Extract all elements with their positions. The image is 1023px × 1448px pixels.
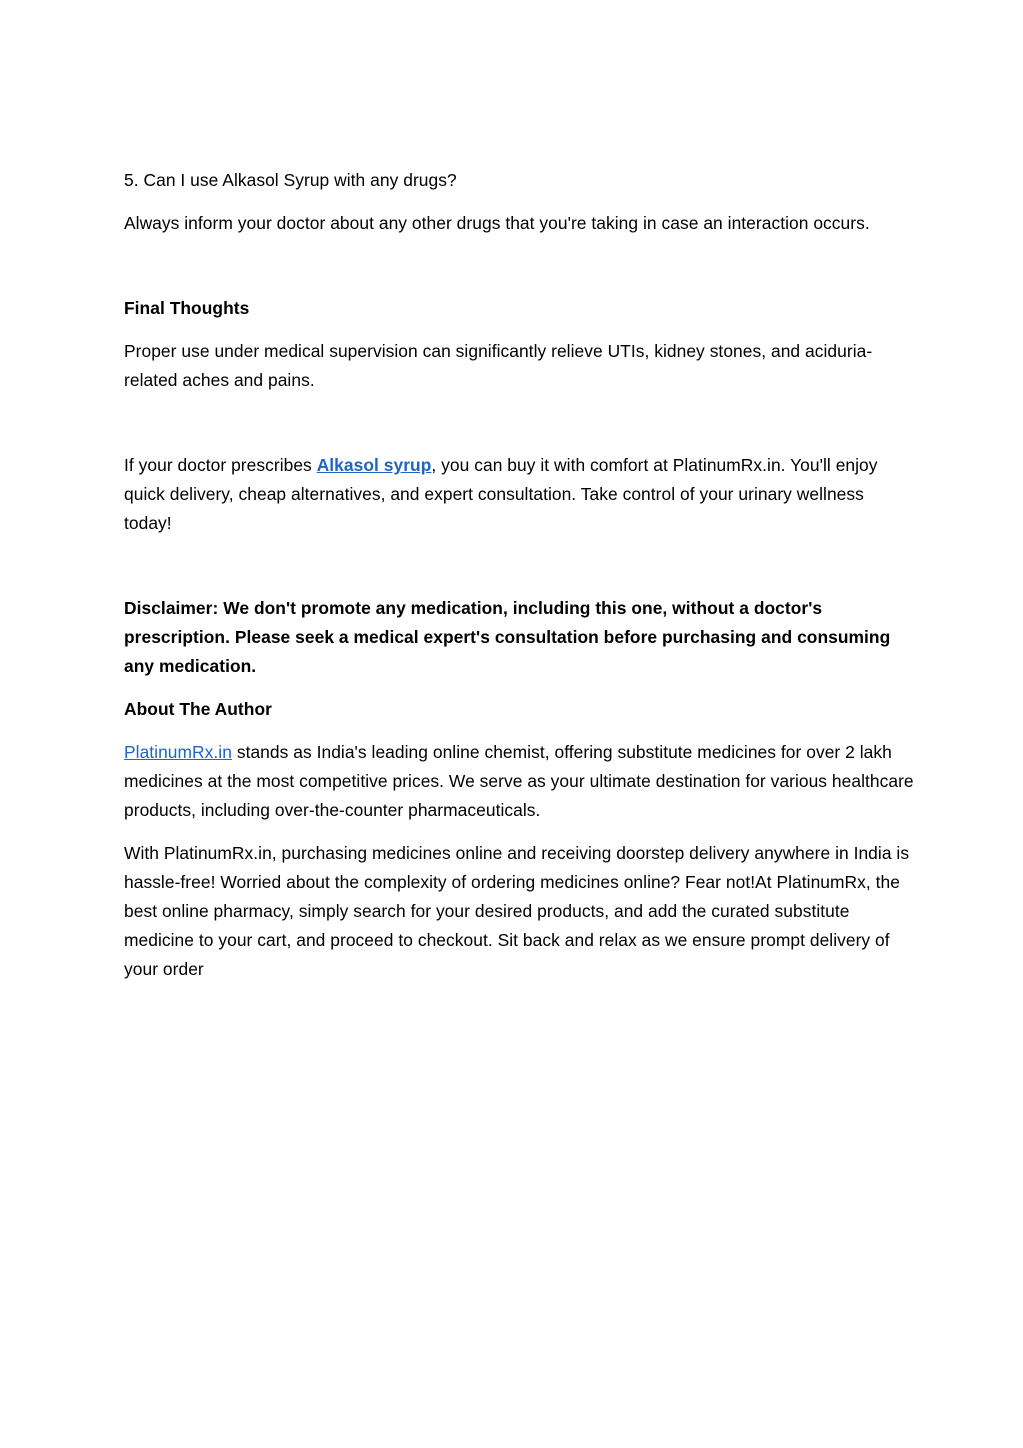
faq-question: 5. Can I use Alkasol Syrup with any drugs? xyxy=(124,170,457,190)
about-author-intro-rest: stands as India's leading online chemist, offering substitute medicines for over 2 lakh medicines at the most competitive prices. We serve as your ultimate destination for various healthcare products, including over-the-counter pharmaceuticals. xyxy=(124,742,914,820)
platinumrx-link[interactable]: PlatinumRx.in xyxy=(124,742,232,762)
prescribe-paragraph xyxy=(124,451,914,538)
prescribe-prefix: If your doctor prescribes xyxy=(124,455,317,475)
about-author-body: With PlatinumRx.in, purchasing medicines online and receiving doorstep delivery anywhere in India is hassle-free! Worried about the complexity of ordering medicines online? Fear not!At PlatinumRx, the best online pharmacy, simply search for your desired products, and add the curated substitute medicine to your cart, and proceed to checkout. Sit back and relax as we ensure prompt delivery of your order xyxy=(124,843,910,979)
final-thoughts-heading: Final Thoughts xyxy=(124,298,250,318)
about-author-intro xyxy=(124,738,914,825)
document-content xyxy=(124,166,914,984)
disclaimer-text: Disclaimer: We don't promote any medication, including this one, without a doctor's prescription. Please seek a medical expert's consultation before purchasing and consuming any medication. xyxy=(124,598,891,676)
about-author-heading: About The Author xyxy=(124,699,272,719)
final-thoughts-body: Proper use under medical supervision can significantly relieve UTIs, kidney stones, and aciduria-related aches and pains. xyxy=(124,341,873,390)
prescribe-suffix: , you can buy it with comfort at PlatinumRx.in. You'll enjoy quick delivery, cheap alternatives, and expert consultation. Take control of your urinary wellness today! xyxy=(124,455,878,533)
alkasol-syrup-link[interactable]: Alkasol syrup xyxy=(316,455,432,475)
faq-answer: Always inform your doctor about any other drugs that you're taking in case an interaction occurs. xyxy=(124,213,870,233)
